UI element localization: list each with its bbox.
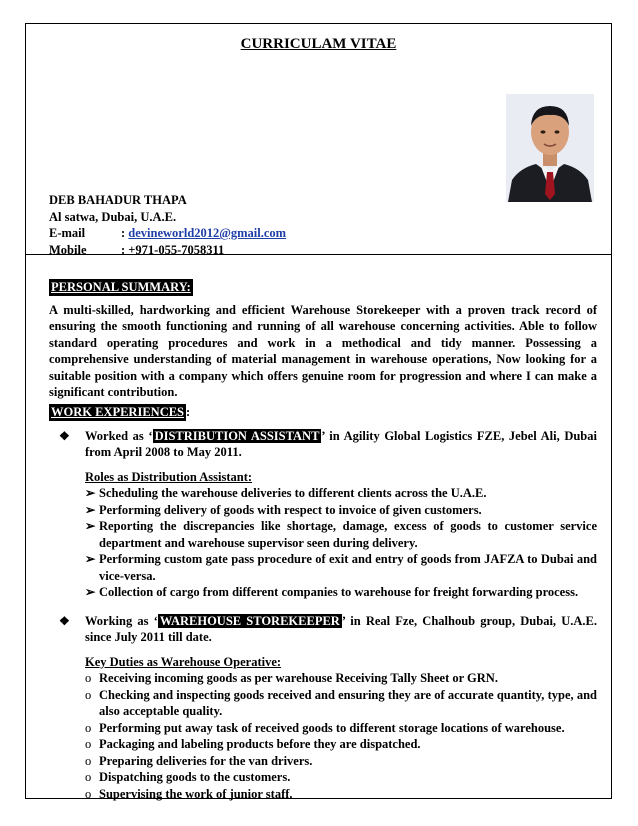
contact-block [49, 192, 286, 258]
circle-bullet-icon: o [85, 737, 92, 751]
list-item: o Receiving incoming goods as per warehouse Receiving Tally Sheet or GRN. [85, 671, 498, 685]
circle-bullet-icon: o [85, 753, 92, 768]
job-2-duties-title: Key Duties as Warehouse Operative: [85, 654, 282, 669]
arrow-bullet-icon: ➢ [85, 486, 96, 500]
job-1-prefix: Worked as ‘ [85, 428, 153, 443]
list-item: ➢ Scheduling the warehouse deliveries to different clients across the U.A.E. [85, 486, 487, 500]
email-row [49, 225, 286, 242]
circle-bullet-icon: o [85, 720, 92, 735]
list-item: ➢ Performing custom gate pass procedure of exit and entry of goods from JAFZA to Dubai and vice-versa. [85, 552, 597, 583]
arrow-bullet-icon: ➢ [85, 585, 96, 599]
work-experience-heading-colon: : [186, 405, 191, 419]
personal-summary-text: A multi-skilled, hardworking and efficient Warehouse Storekeeper with a proven track record of ensuring the smooth functioning and running of all warehouse concerning activities. Able to follow standard operating procedures and work in a methodical and tidy manner. Possessing a comprehensive understanding of material management in warehouse operations, Now looking for a suitable position with a company which offers genuine room for progression and where I can make a significant contribution. [49, 302, 597, 399]
circle-bullet-icon: o [85, 786, 92, 801]
person-portrait-icon [506, 94, 594, 202]
mobile-number: : +971-055-7058311 [121, 242, 225, 257]
work-experience-heading: WORK EXPERIENCES [51, 405, 185, 419]
job-1-suffix: ’ in Agility Global Logistics FZE, Jebel Ali, Dubai from April 2008 to May 2011. [85, 428, 597, 459]
job-2-duty-list [49, 670, 597, 802]
job-2-prefix: Working as ‘ [85, 613, 158, 628]
personal-summary-heading: PERSONAL SUMMARY: [51, 280, 191, 294]
job-1-duties-title: Roles as Distribution Assistant: [85, 469, 253, 484]
job-entry-2 [49, 613, 597, 646]
email-label: E-mail [49, 226, 86, 240]
section-divider [26, 254, 611, 255]
job-1-duty-list [49, 485, 597, 601]
mobile-row [49, 242, 286, 259]
diamond-bullet-icon: ❖ [59, 613, 70, 628]
job-1-role: DISTRIBUTION ASSISTANT [154, 428, 320, 443]
arrow-bullet-icon: ➢ [85, 552, 96, 566]
list-item: ➢ Reporting the discrepancies like shortage, damage, excess of goods to customer service department and warehouse supervisor seen during delivery. [85, 519, 597, 550]
circle-bullet-icon: o [85, 770, 92, 784]
list-item: o Supervising the work of junior staff. [85, 786, 293, 801]
job-entry-1 [49, 428, 597, 461]
email-link[interactable]: devineworld2012@gmail.com [128, 226, 287, 240]
arrow-bullet-icon: ➢ [85, 502, 96, 517]
profile-photo [506, 94, 594, 202]
circle-bullet-icon: o [85, 671, 92, 685]
circle-bullet-icon: o [85, 687, 92, 702]
list-item: o Packaging and labeling products before they are dispatched. [85, 737, 421, 751]
job-2-suffix: ’ in Real Fze, Chalhoub group, Dubai, U.A.E. since July 2011 till date. [85, 613, 597, 644]
candidate-address: Al satwa, Dubai, U.A.E. [49, 209, 177, 224]
list-item: ➢ Performing delivery of goods with respect to invoice of given customers. [85, 502, 482, 517]
list-item: ➢ Collection of cargo from different companies to warehouse for freight forwarding process. [85, 585, 579, 599]
diamond-bullet-icon: ❖ [59, 428, 70, 443]
list-item: o Performing put away task of received goods to different storage locations of warehouse. [85, 720, 565, 735]
list-item: o Preparing deliveries for the van drivers. [85, 753, 313, 768]
page-title: CURRICULAM VITAE [240, 36, 397, 52]
mobile-label: Mobile [49, 242, 87, 257]
work-experience-section [49, 404, 597, 802]
list-item: o Dispatching goods to the customers. [85, 770, 291, 784]
candidate-name: DEB BAHADUR THAPA [49, 193, 187, 207]
email-separator: : [121, 226, 129, 240]
list-item: o Checking and inspecting goods received and ensuring they are of accurate quantity, type, and also acceptable quality. [85, 687, 597, 718]
personal-summary-section [49, 279, 597, 401]
job-2-role: WAREHOUSE STOREKEEPER [159, 613, 340, 628]
cv-page [25, 23, 612, 799]
arrow-bullet-icon: ➢ [85, 519, 96, 533]
